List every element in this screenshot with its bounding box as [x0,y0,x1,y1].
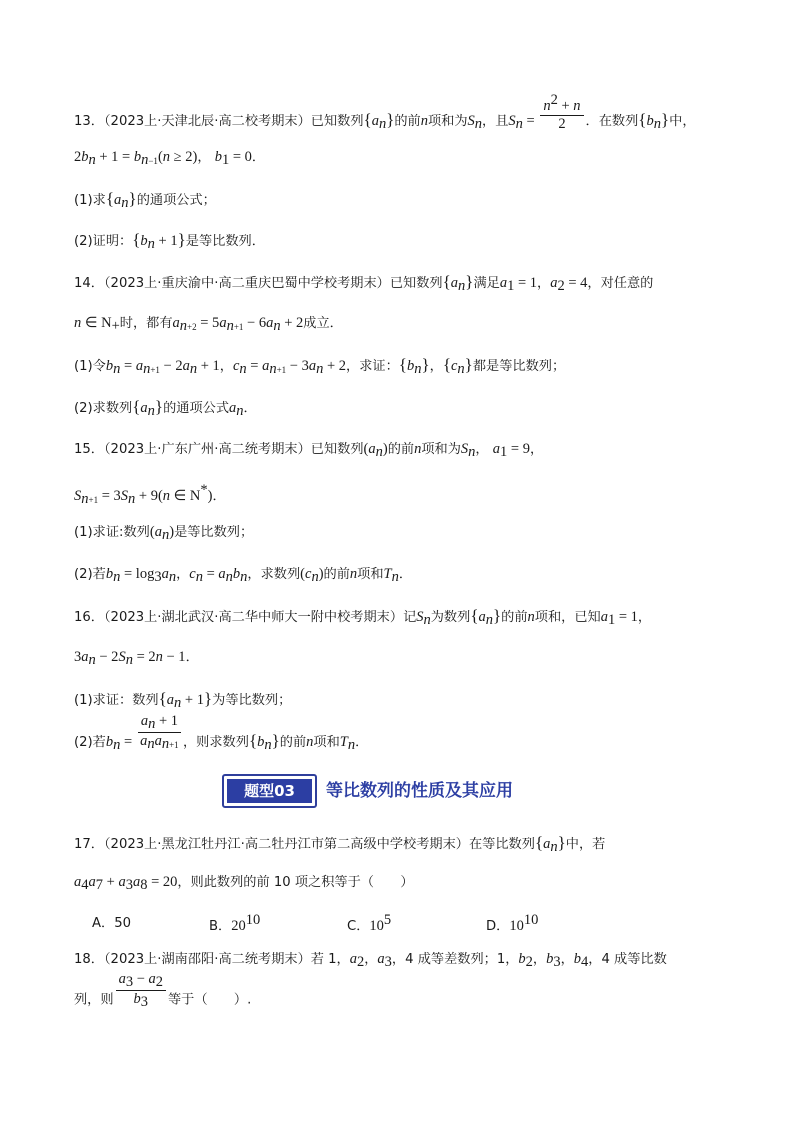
q17-line2: $a_4a_7 + a_3a_8 = 20$，则此数列的前 10 项之积等于（ ） [74,874,414,893]
q16-part1: (1)求证：数列$\{a_n + 1\}$为等比数列； [74,689,292,711]
q13-line1: 13．（2023上·天津北辰·高二校考期末）已知数列$\{a_n\}$的前n项和为$S_n$，且$S_n$ = $\frac{n^2 + n}{2}$ ．在数列$\{b_n\}$中， [74,92,696,132]
q18-line2: 列，则 $\frac{a_3 - a_2}{b_3}$ 等于（ ）. [74,971,252,1010]
question-number: 13． [74,114,104,129]
option-c[interactable]: C．$10^5$ [347,912,392,934]
q15-line1: 15．（2023上·广东广州·高二统考期末）已知数列$(a_n)$的前n项和为$S_n$， $a_1 = 9$， [74,441,544,460]
q15-part2: (2)若$b_n = \log_3a_n$，$c_n = a_nb_n$，求数列$(c_n)$的前n项和$T_n$． [74,566,413,585]
q16-line2: $3a_n - 2S_n = 2n - 1$． [74,649,199,668]
q14-part2: (2)求数列$\{a_n\}$的通项公式$a_n$． [74,397,257,419]
q14-line1: 14．（2023上·重庆渝中·高二重庆巴蜀中学校考期末）已知数列$\{a_n\}$满足$a_1 = 1$，$a_2 = 4$，对任意的 [74,272,654,294]
option-d[interactable]: D．$10^{10}$ [486,912,539,934]
question-source: （2023上·湖南邵阳·高二统考期末） [103,952,311,967]
q15-part1: (1)求证:数列$(a_n)$是等比数列； [74,524,254,543]
question-number: 15． [74,442,104,457]
question-number: 18． [74,952,104,967]
question-number: 14． [74,276,104,291]
q13-part1: (1)求$\{a_n\}$的通项公式； [74,189,216,211]
option-a[interactable]: A．50 [92,916,131,931]
q16-line1: 16．（2023上·湖北武汉·高二华中师大一附中校考期末）记$S_n$为数列$\{a_n\}$的前n项和，已知$a_1 = 1$， [74,606,652,628]
q14-part1: (1)令$b_n = a_{n+1} - 2a_n + 1$，$c_n = a_{n+1} - 3a_n + 2$，求证：$\{b_n\}$，$\{c_n\}$都是等比数列； [74,355,566,377]
q14-line2: n ∈ $N_+$时，都有$a_{n+2} = 5a_{n+1} - 6a_n + 2$成立． [74,315,343,334]
q15-line2: $S_{n+1} = 3S_n + 9(n$ ∈ N*)． [74,482,226,507]
q13-line2: $2b_n + 1 = b_{n-1}(n \ge 2)$， $b_1 = 0$． [74,149,266,168]
section-badge [222,774,317,808]
q13-part2: (2)证明：$\{b_n + 1\}$是等比数列． [74,230,265,252]
question-source: （2023上·黑龙江牡丹江·高二牡丹江市第二高级中学校考期末） [103,837,469,852]
question-number: 16． [74,610,104,625]
q17-line1: 17．（2023上·黑龙江牡丹江·高二牡丹江市第二高级中学校考期末）在等比数列$\{a_n\}$中，若 [74,833,606,855]
section-title: 等比数列的性质及其应用 [326,781,513,801]
question-source: （2023上·天津北辰·高二校考期末） [103,114,311,129]
option-b[interactable]: B．$20^{10}$ [209,912,261,934]
section-badge-label: 题型03 [227,779,312,803]
question-source: （2023上·重庆渝中·高二重庆巴蜀中学校考期末） [103,276,390,291]
question-source: （2023上·广东广州·高二统考期末） [103,442,311,457]
q16-part2: (2)若$b_n$ = $\frac{a_n + 1}{a_na_{n+1}}$ ，则求数列$\{b_n\}$的前n项和$T_n$． [74,713,369,753]
question-source: （2023上·湖北武汉·高二华中师大一附中校考期末） [103,610,404,625]
q18-line1: 18．（2023上·湖南邵阳·高二统考期末）若 1，$a_2$，$a_3$，4 成等差数列；1，$b_2$，$b_3$，$b_4$，4 成等比数 [74,951,667,970]
question-number: 17． [74,837,104,852]
